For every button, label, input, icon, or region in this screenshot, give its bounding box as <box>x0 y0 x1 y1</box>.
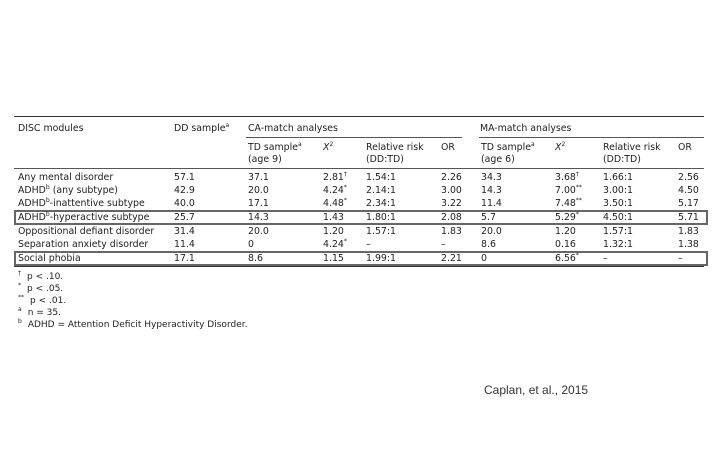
cell-ca-or: 1.83 <box>441 226 462 237</box>
cell-ca-td: 17.1 <box>248 198 269 209</box>
citation: Caplan, et al., 2015 <box>484 383 589 397</box>
row-label: Separation anxiety disorder <box>18 239 149 250</box>
cell-ma-or: 5.71 <box>678 212 699 223</box>
cell-ca-td: 0 <box>248 239 254 250</box>
cell-dd: 25.7 <box>174 212 195 223</box>
row-label: ADHD$^b$ (any subtype) <box>18 183 118 196</box>
cell-dd: 11.4 <box>174 239 195 250</box>
cell-ma-rr: 3.50:1 <box>603 198 633 209</box>
header-ma-x2: $X^2$ <box>555 140 566 153</box>
header-ca-td-sample: TD sample$^a$ <box>248 140 302 153</box>
cell-ca-td: 14.3 <box>248 212 269 223</box>
cell-ma-or: 4.50 <box>678 185 699 196</box>
cell-ma-td: 34.3 <box>481 172 502 183</box>
cell-ca-x2: 1.43 <box>323 212 344 223</box>
cell-ma-td: 0 <box>481 253 487 264</box>
cell-ca-rr: 1.99:1 <box>366 253 396 264</box>
cell-ca-x2: 1.15 <box>323 253 344 264</box>
cell-ca-or: 3.00 <box>441 185 462 196</box>
header-ma-relative-risk: Relative risk <box>603 142 661 153</box>
cell-ca-rr: 1.57:1 <box>366 226 396 237</box>
cell-ca-rr: 1.54:1 <box>366 172 396 183</box>
cell-ma-td: 11.4 <box>481 198 502 209</box>
table-top-rule <box>14 116 704 117</box>
cell-ma-x2: 5.29* <box>555 210 579 223</box>
header-ca-x2: $X^2$ <box>323 140 334 153</box>
header-ma-match: MA-match analyses <box>480 123 572 134</box>
footnote: $^b$ ADHD = Attention Deficit Hyperactivity Disorder. <box>18 318 248 330</box>
header-ca-rr-sub: (DD:TD) <box>366 154 404 165</box>
cell-dd: 40.0 <box>174 198 195 209</box>
cell-ma-rr: – <box>603 253 608 264</box>
cell-ca-or: 3.22 <box>441 198 462 209</box>
cell-ma-rr: 1.32:1 <box>603 239 633 250</box>
ma-group-rule <box>479 137 704 138</box>
cell-ma-rr: 1.66:1 <box>603 172 633 183</box>
cell-ma-or: – <box>678 253 683 264</box>
cell-ma-x2: 1.20 <box>555 226 576 237</box>
cell-ma-td: 20.0 <box>481 226 502 237</box>
row-label: Social phobia <box>18 253 81 264</box>
cell-ca-rr: 2.14:1 <box>366 185 396 196</box>
header-bottom-rule <box>14 168 704 169</box>
cell-ca-rr: 2.34:1 <box>366 198 396 209</box>
cell-ma-td: 5.7 <box>481 212 496 223</box>
header-ca-or: OR <box>441 142 455 153</box>
row-label: ADHD$^b$-hyperactive subtype <box>18 210 150 223</box>
cell-ma-x2: 7.00** <box>555 183 582 196</box>
cell-ca-td: 37.1 <box>248 172 269 183</box>
cell-ma-or: 1.83 <box>678 226 699 237</box>
row-label: ADHD$^b$-inattentive subtype <box>18 196 145 209</box>
header-disc-modules: DISC modules <box>18 123 84 134</box>
cell-ma-rr: 1.57:1 <box>603 226 633 237</box>
cell-ca-x2: 1.20 <box>323 226 344 237</box>
footnote: † p < .10. <box>18 270 64 282</box>
cell-dd: 57.1 <box>174 172 195 183</box>
header-ca-relative-risk: Relative risk <box>366 142 424 153</box>
cell-ca-x2: 4.24* <box>323 183 347 196</box>
cell-ca-or: – <box>441 239 446 250</box>
footnote: ** p < .01. <box>18 294 67 306</box>
cell-ca-or: 2.08 <box>441 212 462 223</box>
cell-dd: 31.4 <box>174 226 195 237</box>
footnote: * p < .05. <box>18 282 64 294</box>
cell-ca-x2: 4.48* <box>323 196 347 209</box>
ca-group-rule <box>246 137 462 138</box>
row-label: Any mental disorder <box>18 172 114 183</box>
header-ma-rr-sub: (DD:TD) <box>603 154 641 165</box>
footnote: $^a$ n = 35. <box>18 306 61 318</box>
cell-ca-td: 20.0 <box>248 226 269 237</box>
cell-ca-td: 8.6 <box>248 253 263 264</box>
cell-ma-x2: 7.48** <box>555 196 582 209</box>
row-label: Oppositional defiant disorder <box>18 226 155 237</box>
cell-ma-x2: 6.56* <box>555 251 579 264</box>
cell-ca-or: 2.26 <box>441 172 462 183</box>
cell-ca-td: 20.0 <box>248 185 269 196</box>
cell-ca-rr: – <box>366 239 371 250</box>
header-ca-match: CA-match analyses <box>248 123 338 134</box>
header-ma-td-sample: TD sample$^a$ <box>481 140 535 153</box>
cell-ca-x2: 2.81† <box>323 170 347 183</box>
header-ma-or: OR <box>678 142 692 153</box>
table-bottom-rule <box>14 266 704 267</box>
cell-ma-x2: 3.68† <box>555 170 579 183</box>
cell-ca-rr: 1.80:1 <box>366 212 396 223</box>
cell-ma-td: 8.6 <box>481 239 496 250</box>
header-ma-td-age: (age 6) <box>481 154 515 165</box>
cell-ma-or: 1.38 <box>678 239 699 250</box>
cell-dd: 17.1 <box>174 253 195 264</box>
header-ca-td-age: (age 9) <box>248 154 282 165</box>
cell-ma-x2: 0.16 <box>555 239 576 250</box>
cell-ca-or: 2.21 <box>441 253 462 264</box>
cell-ca-x2: 4.24* <box>323 237 347 250</box>
cell-ma-td: 14.3 <box>481 185 502 196</box>
header-dd-sample: DD sample$^a$ <box>174 121 230 134</box>
cell-ma-or: 2.56 <box>678 172 699 183</box>
cell-ma-or: 5.17 <box>678 198 699 209</box>
cell-ma-rr: 3.00:1 <box>603 185 633 196</box>
cell-dd: 42.9 <box>174 185 195 196</box>
cell-ma-rr: 4.50:1 <box>603 212 633 223</box>
